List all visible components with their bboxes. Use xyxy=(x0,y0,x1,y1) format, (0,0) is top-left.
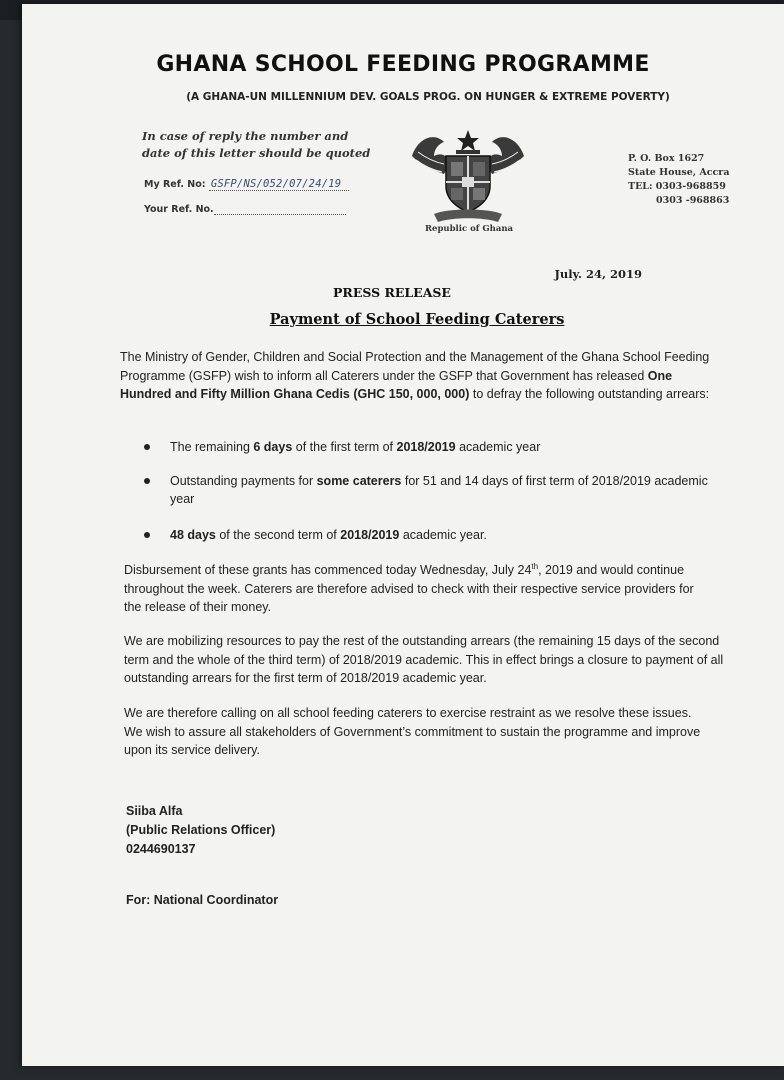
bullet-bold: 2018/2019 xyxy=(396,440,456,454)
your-ref-label: Your Ref. No. xyxy=(144,204,214,215)
address-tel2: 0303 -968863 xyxy=(656,195,730,206)
bullet-text: of the second term of xyxy=(215,528,341,542)
letter-heading: Payment of School Feeding Caterers xyxy=(269,311,565,328)
bullet-icon xyxy=(144,532,150,538)
paragraph-intro-amount: One Hundred and Fifty Million Ghana Cedis (GHC 150, 000, 000) xyxy=(120,368,673,401)
paragraph-mobilizing: We are mobilizing resources to pay the rest of the outstanding arrears (the remaining 15 days of the second term and the whole of the third term) of 2018/2019 academic. This in effect brings a closure to payment of all outstanding arrears for the first term of 2018/2019 academic year. xyxy=(124,634,724,685)
letterhead-title: GHANA SCHOOL FEEDING PROGRAMME xyxy=(156,52,650,77)
signatory-name: Siiba Alfa xyxy=(126,804,183,818)
my-ref-value: GSFP/NS/052/07/24/19 xyxy=(209,178,349,191)
paragraph-intro-text: The Ministry of Gender, Children and Social Protection and the Management of the Ghana School Feeding Programme (GSFP) wish to inform all Caterers under the GSFP that Government has released xyxy=(120,350,710,383)
letterhead-subtitle: (A GHANA-UN MILLENNIUM DEV. GOALS PROG. ON HUNGER & EXTREME POVERTY) xyxy=(186,91,670,103)
coat-of-arms-icon xyxy=(404,126,532,226)
signature-block xyxy=(126,802,275,859)
bullet-text: for 51 and 14 days of first term of 2018/2019 academic year xyxy=(170,474,708,506)
bullet-bold: 2018/2019 xyxy=(340,528,400,542)
bullet-bold: 48 days xyxy=(170,528,216,542)
paragraph-disbursement-text: Disbursement of these grants has commenced today Wednesday, July 24 xyxy=(124,563,532,578)
letter-date: July. 24, 2019 xyxy=(554,267,642,281)
bullet-text: Outstanding payments for xyxy=(170,474,317,488)
my-ref xyxy=(144,178,349,190)
paragraph-disbursement xyxy=(124,558,714,617)
paragraph-closing-line2: We wish to assure all stakeholders of Government’s commitment to sustain the programme and improve upon its service delivery. xyxy=(124,724,701,757)
paragraph-closing xyxy=(124,704,724,760)
paragraph-disbursement-end: , 2019 and would continue throughout the week. Caterers are therefore advised to check with their respective service providers for the release of their money. xyxy=(124,563,694,615)
address-box: P. O. Box 1627 xyxy=(628,153,705,164)
for-coordinator: For: National Coordinator xyxy=(126,893,279,907)
paragraph-closing-line1: We are therefore calling on all school feeding caterers to exercise restraint as we resolve these issues. xyxy=(124,706,692,720)
paragraph-intro-end: to defray the following outstanding arrears: xyxy=(469,387,710,401)
bullet-bold: 6 days xyxy=(253,440,293,454)
list-item xyxy=(170,526,720,544)
paragraph-intro xyxy=(120,348,710,404)
address-place: State House, Accra xyxy=(628,167,730,178)
press-release-label: PRESS RELEASE xyxy=(333,285,451,300)
bullet-icon xyxy=(144,444,150,450)
signatory-role: (Public Relations Officer) xyxy=(126,823,276,837)
your-ref-blank xyxy=(214,204,346,215)
address-tel: TEL: 0303-968859 xyxy=(628,181,726,192)
reply-note-line1: In case of reply the number and xyxy=(142,129,349,143)
address-block xyxy=(628,152,768,208)
bullet-text: academic year. xyxy=(399,528,487,542)
letter-page xyxy=(22,4,784,1066)
list-item xyxy=(170,472,720,508)
bullet-icon xyxy=(144,478,150,484)
bullet-text: of the first term of xyxy=(292,440,397,454)
republic-caption: Republic of Ghana xyxy=(424,224,514,234)
my-ref-label: My Ref. No: xyxy=(144,179,206,190)
bullet-text: The remaining xyxy=(170,440,254,454)
bullet-bold: some caterers xyxy=(316,474,402,488)
list-item xyxy=(170,438,720,456)
bullet-text: academic year xyxy=(455,440,541,454)
signatory-phone: 0244690137 xyxy=(126,842,196,856)
reply-note xyxy=(142,128,382,162)
reply-note-line2: date of this letter should be quoted xyxy=(142,146,371,160)
date-superscript: th xyxy=(531,562,539,571)
your-ref xyxy=(144,204,346,215)
